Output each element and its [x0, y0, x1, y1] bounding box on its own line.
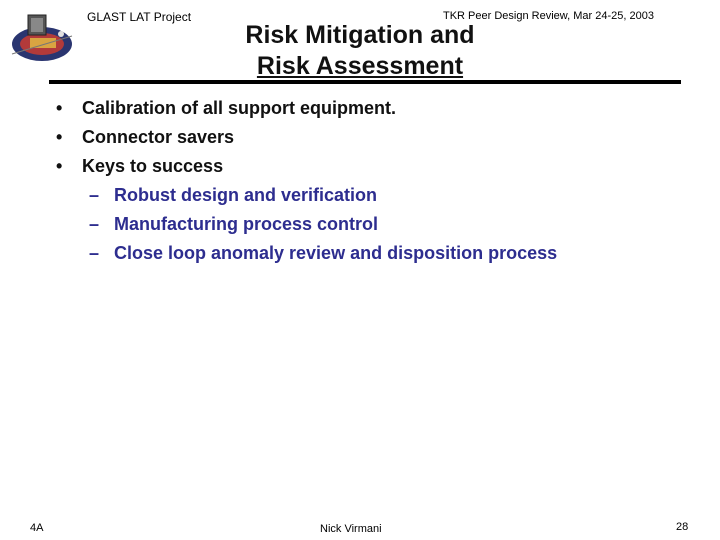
bullet-text: Calibration of all support equipment.: [82, 98, 397, 118]
bullet-text: Connector savers: [82, 127, 235, 147]
bullet-marker: •: [56, 156, 63, 176]
slide-title: [180, 20, 540, 82]
review-info: TKR Peer Design Review, Mar 24-25, 2003: [443, 10, 654, 22]
project-name: GLAST LAT Project: [87, 10, 192, 24]
title-line-2: Risk Assessment: [256, 52, 464, 80]
bullet-text: Keys to success: [82, 156, 224, 176]
section-label: 4A: [30, 522, 44, 534]
subbullet-text: Close loop anomaly review and disposition process: [114, 243, 558, 263]
subbullet-marker: –: [89, 243, 100, 263]
presenter-name: Nick Virmani: [320, 523, 382, 535]
page-number: 28: [676, 521, 689, 533]
subbullet-marker: –: [89, 214, 100, 234]
bullet-marker: •: [56, 127, 63, 147]
bullet-marker: •: [56, 98, 63, 118]
title-divider: [49, 80, 681, 84]
subbullet-marker: –: [89, 185, 100, 205]
subbullet-text: Manufacturing process control: [114, 214, 379, 234]
title-line-1: Risk Mitigation and: [245, 21, 475, 49]
glast-logo: [8, 10, 76, 68]
subbullet-text: Robust design and verification: [114, 185, 378, 205]
